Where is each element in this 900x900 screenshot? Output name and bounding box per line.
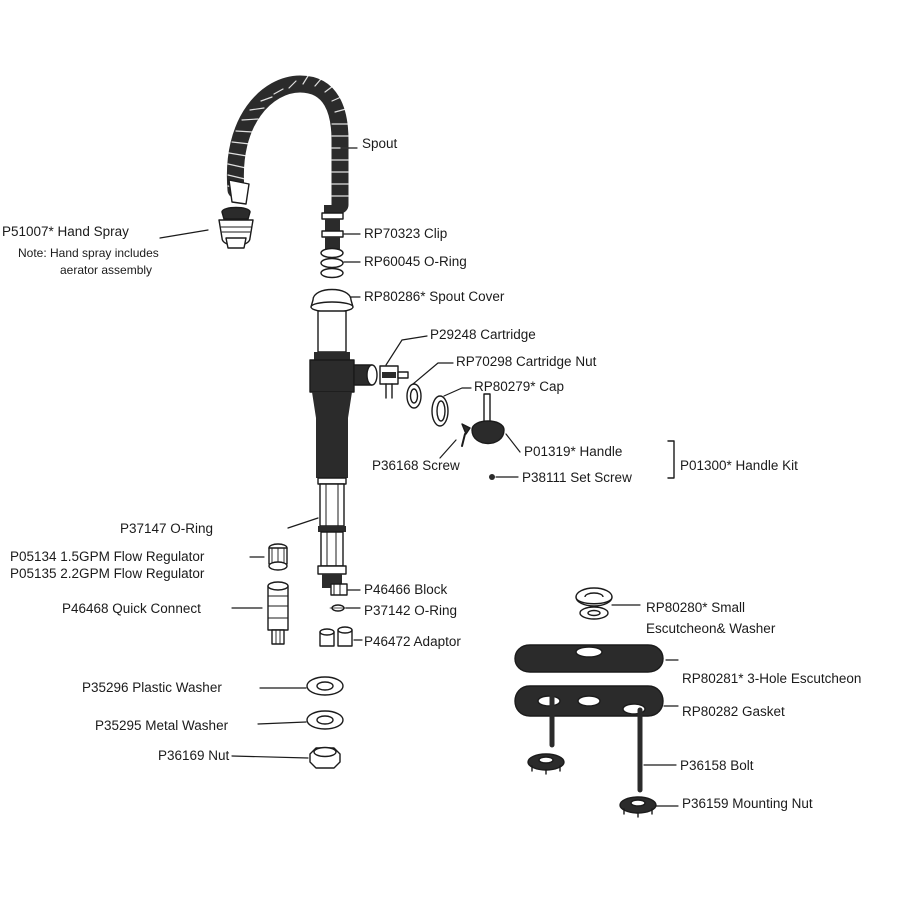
adaptor-part xyxy=(320,627,352,646)
clip-part xyxy=(322,231,343,237)
hand-spray-part xyxy=(219,208,253,249)
label-gasket: RP80282 Gasket xyxy=(682,704,785,719)
label-hand-spray: P51007* Hand Spray xyxy=(2,224,129,239)
handle-kit-bracket xyxy=(668,441,674,478)
set-screw-part xyxy=(489,474,495,480)
label-cartridge: P29248 Cartridge xyxy=(430,327,536,342)
quick-connect-part xyxy=(268,582,288,644)
metal-washer-part xyxy=(307,711,343,729)
plastic-washer-part xyxy=(307,677,343,695)
label-cap: RP80279* Cap xyxy=(474,379,565,394)
cap-part xyxy=(432,396,448,426)
o-ring-p37142-part xyxy=(330,605,346,611)
cartridge-nut-part xyxy=(407,384,421,408)
label-screw: P36168 Screw xyxy=(372,458,460,473)
mounting-nut-right xyxy=(620,797,656,817)
label-hand-spray-note-2: aerator assembly xyxy=(60,263,153,277)
label-flow-regulator-15: P05134 1.5GPM Flow Regulator xyxy=(10,549,205,564)
small-escutcheon-part xyxy=(576,588,612,619)
label-spout: Spout xyxy=(362,136,398,151)
label-clip: RP70323 Clip xyxy=(364,226,448,241)
handle-part xyxy=(472,394,504,444)
label-bolt: P36158 Bolt xyxy=(680,758,754,773)
label-hand-spray-note-1: Note: Hand spray includes xyxy=(18,246,159,260)
mounting-nut-left xyxy=(528,754,564,774)
label-o-ring-p37142: P37142 O-Ring xyxy=(364,603,458,618)
label-cartridge-nut: RP70298 Cartridge Nut xyxy=(456,354,597,369)
label-mounting-nut: P36159 Mounting Nut xyxy=(682,796,813,811)
label-adaptor: P46472 Adaptor xyxy=(364,634,461,649)
label-spout-cover: RP80286* Spout Cover xyxy=(364,289,505,304)
o-ring-part xyxy=(321,249,343,258)
label-quick-connect: P46468 Quick Connect xyxy=(62,601,201,616)
label-metal-washer: P35295 Metal Washer xyxy=(95,718,229,733)
cartridge-part xyxy=(380,366,408,398)
label-nut-p36169: P36169 Nut xyxy=(158,748,230,763)
three-hole-escutcheon-part xyxy=(515,645,663,672)
spout-tip xyxy=(229,180,249,204)
label-handle: P01319* Handle xyxy=(524,444,623,459)
nut-part xyxy=(310,748,340,769)
spout-hose xyxy=(235,84,340,205)
block-part xyxy=(331,584,347,595)
screw-part xyxy=(462,424,470,446)
label-set-screw: P38111 Set Screw xyxy=(522,470,632,485)
label-small-escutcheon-2: Escutcheon& Washer xyxy=(646,621,776,636)
label-o-ring-p37147: P37147 O-Ring xyxy=(120,521,214,536)
label-plastic-washer: P35296 Plastic Washer xyxy=(82,680,222,695)
label-o-ring-rp60045: RP60045 O-Ring xyxy=(364,254,467,269)
label-handle-kit: P01300* Handle Kit xyxy=(680,458,798,473)
label-three-hole-escutcheon: RP80281* 3-Hole Escutcheon xyxy=(682,671,862,686)
label-small-escutcheon-1: RP80280* Small xyxy=(646,600,746,615)
label-flow-regulator-22: P05135 2.2GPM Flow Regulator xyxy=(10,566,205,581)
flow-regulator-part xyxy=(269,544,287,570)
label-block: P46466 Block xyxy=(364,582,448,597)
